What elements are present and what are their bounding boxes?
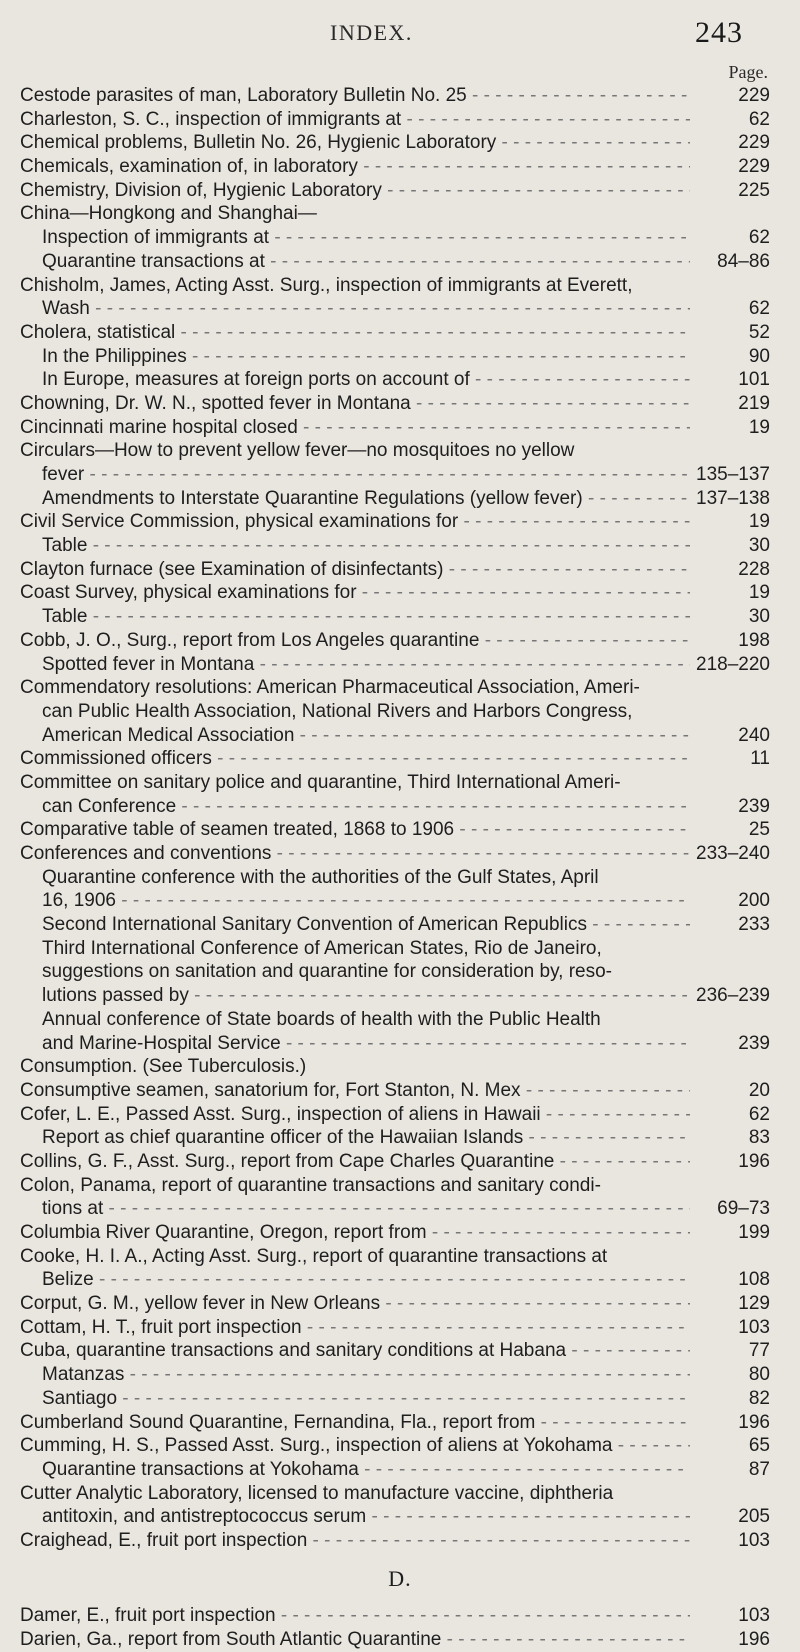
entry-text: Columbia River Quarantine, Oregon, report from - - -	[20, 1221, 690, 1245]
index-entry	[0, 155, 800, 179]
entry-text: American Medical Association - - -	[42, 724, 690, 748]
entry-page: 225	[738, 179, 770, 201]
entry-text: Chemical problems, Bulletin No. 26, Hygienic Laboratory - - -	[20, 131, 690, 155]
index-entry	[0, 1008, 800, 1032]
index-entry	[0, 1103, 800, 1127]
entry-page: 83	[748, 1127, 770, 1149]
entry-page: 19	[748, 416, 770, 438]
entry-page: 103	[738, 1529, 770, 1551]
entry-text: Comparative table of seamen treated, 1868 to 1906 - - -	[20, 818, 690, 842]
entry-page: 19	[748, 582, 770, 604]
entry-page: 62	[748, 227, 770, 249]
index-entry	[0, 1434, 800, 1458]
index-entry	[0, 534, 800, 558]
index-entry	[0, 108, 800, 132]
entry-page: 200	[738, 890, 770, 912]
entry-page: 228	[738, 558, 770, 580]
page-number: 243	[695, 16, 743, 49]
index-entry	[0, 1482, 800, 1506]
index-entry	[0, 1268, 800, 1292]
index-entry	[0, 1458, 800, 1482]
entry-page: 90	[748, 345, 770, 367]
index-entry	[0, 1126, 800, 1150]
index-entry	[0, 795, 800, 819]
index-entries	[0, 84, 800, 1652]
entry-text: Third International Conference of American States, Rio de Janeiro,	[42, 937, 602, 959]
running-head: INDEX.	[330, 20, 413, 45]
index-entry	[0, 179, 800, 203]
entry-text: In the Philippines - - -	[42, 345, 690, 369]
index-entry	[0, 1197, 800, 1221]
index-entry	[0, 226, 800, 250]
index-entry	[0, 653, 800, 677]
entry-text: can Public Health Association, National Rivers and Harbors Congress,	[42, 700, 633, 722]
index-entry	[0, 1292, 800, 1316]
index-entry	[0, 1505, 800, 1529]
entry-page: 196	[738, 1629, 770, 1650]
index-entry	[0, 1079, 800, 1103]
entry-page: 240	[738, 724, 770, 746]
entry-page: 87	[748, 1458, 770, 1480]
entry-text: Cholera, statistical - - -	[20, 321, 690, 345]
entry-page: 199	[738, 1222, 770, 1243]
entry-text: Report as chief quarantine officer of the Hawaiian Islands - - -	[42, 1126, 690, 1150]
entry-text: Chowning, Dr. W. N., spotted fever in Montana - - -	[20, 392, 690, 416]
index-entry	[0, 581, 800, 605]
index-entry	[0, 1529, 800, 1553]
entry-text: Annual conference of State boards of health with the Public Health	[42, 1008, 601, 1030]
page-header	[0, 16, 800, 50]
entry-text: Collins, G. F., Asst. Surg., report from Cape Charles Quarantine - - -	[20, 1150, 690, 1174]
entry-text: lutions passed by - - -	[42, 984, 690, 1008]
entry-page: 30	[748, 606, 770, 628]
entry-page: 108	[738, 1269, 770, 1291]
index-entry	[0, 510, 800, 534]
entry-text: Cooke, H. I. A., Acting Asst. Surg., report of quarantine transactions at	[20, 1245, 608, 1267]
index-entry	[0, 368, 800, 392]
entry-text: Clayton furnace (see Examination of disinfectants) - - -	[20, 558, 690, 582]
entry-text: Matanzas - - -	[42, 1363, 690, 1387]
index-entry	[0, 913, 800, 937]
entry-text: Chemistry, Division of, Hygienic Laboratory - - -	[20, 179, 690, 203]
index-entry	[0, 984, 800, 1008]
entry-page: 233	[738, 914, 770, 936]
entry-text: Cuba, quarantine transactions and sanitary conditions at Habana - - -	[20, 1339, 690, 1363]
index-entry	[0, 724, 800, 748]
entry-text: Darien, Ga., report from South Atlantic Quarantine - - -	[20, 1628, 690, 1652]
entry-text: Cottam, H. T., fruit port inspection - - -	[20, 1316, 690, 1340]
index-entry	[0, 202, 800, 226]
entry-text: Chisholm, James, Acting Asst. Surg., inspection of immigrants at Everett,	[20, 274, 633, 296]
entry-text: Civil Service Commission, physical examinations for - - -	[20, 510, 690, 534]
entry-page: 62	[748, 108, 770, 130]
index-entry	[0, 1628, 800, 1652]
entry-page: 103	[738, 1605, 770, 1627]
entry-text: Commendatory resolutions: American Pharmaceutical Association, Ameri-	[20, 677, 640, 699]
index-entry	[0, 297, 800, 321]
entry-text: Cumberland Sound Quarantine, Fernandina, Fla., report from - - -	[20, 1411, 690, 1435]
entry-page: 62	[748, 298, 770, 320]
section-gap	[0, 1590, 800, 1604]
entry-text: Cobb, J. O., Surg., report from Los Angeles quarantine - - -	[20, 629, 690, 653]
entry-page: 84–86	[717, 250, 770, 272]
index-entry	[0, 605, 800, 629]
entry-text: Quarantine transactions at Yokohama - - -	[42, 1458, 690, 1482]
index-entry	[0, 937, 800, 961]
index-entry	[0, 1032, 800, 1056]
entry-page: 80	[748, 1364, 770, 1386]
entry-text: Quarantine conference with the authorities of the Gulf States, April	[42, 866, 599, 888]
entry-text: 16, 1906 - - -	[42, 889, 690, 913]
index-entry	[0, 345, 800, 369]
index-entry	[0, 866, 800, 890]
entry-page: 135–137	[696, 464, 770, 485]
index-entry	[0, 771, 800, 795]
entry-page: 233–240	[696, 843, 770, 864]
entry-page: 137–138	[696, 487, 770, 509]
index-entry	[0, 629, 800, 653]
entry-page: 62	[748, 1103, 770, 1125]
entry-text: Cutter Analytic Laboratory, licensed to manufacture vaccine, diphtheria	[20, 1482, 614, 1504]
index-entry	[0, 1411, 800, 1435]
entry-page: 19	[748, 511, 770, 533]
entry-page: 219	[738, 392, 770, 414]
entry-text: Santiago - - -	[42, 1387, 690, 1411]
index-entry	[0, 747, 800, 771]
entry-page: 129	[738, 1293, 770, 1315]
entry-page: 196	[738, 1150, 770, 1172]
entry-page: 69–73	[717, 1198, 770, 1220]
entry-page: 236–239	[696, 985, 770, 1007]
index-entry	[0, 1316, 800, 1340]
entry-text: Chemicals, examination of, in laboratory - - -	[20, 155, 690, 179]
entry-page: 11	[750, 748, 770, 770]
entry-text: tions at - - -	[42, 1197, 690, 1221]
entry-text: Consumption. (See Tuberculosis.)	[20, 1056, 307, 1078]
index-entry	[0, 487, 800, 511]
entry-text: can Conference - - -	[42, 795, 690, 819]
entry-text: Cincinnati marine hospital closed - - -	[20, 416, 690, 440]
entry-text: Table - - -	[42, 605, 690, 629]
entry-text: Second International Sanitary Convention of American Republics - - -	[42, 913, 690, 937]
index-entry	[0, 1363, 800, 1387]
index-entry	[0, 1174, 800, 1198]
entry-text: Cumming, H. S., Passed Asst. Surg., inspection of aliens at Yokohama - - -	[20, 1434, 690, 1458]
entry-text: Belize - - -	[42, 1268, 690, 1292]
entry-page: 205	[738, 1506, 770, 1528]
entry-text: Colon, Panama, report of quarantine transactions and sanitary condi-	[20, 1174, 601, 1196]
entry-text: Circulars—How to prevent yellow fever—no mosquitoes no yellow	[20, 440, 575, 462]
entry-text: Craighead, E., fruit port inspection - - -	[20, 1529, 690, 1553]
entry-text: Cofer, L. E., Passed Asst. Surg., inspection of aliens in Hawaii - - -	[20, 1103, 690, 1127]
index-entry	[0, 889, 800, 913]
index-entry	[0, 274, 800, 298]
entry-page: 25	[748, 819, 770, 841]
index-entry	[0, 84, 800, 108]
index-entry	[0, 1055, 800, 1079]
index-entry	[0, 676, 800, 700]
entry-page: 198	[738, 629, 770, 651]
entry-page: 65	[748, 1435, 770, 1457]
entry-page: 196	[738, 1411, 770, 1433]
entry-text: Commissioned officers - - -	[20, 747, 690, 771]
index-entry	[0, 842, 800, 866]
index-entry	[0, 1604, 800, 1628]
entry-text: Conferences and conventions - - -	[20, 842, 690, 866]
entry-text: Corput, G. M., yellow fever in New Orleans - - -	[20, 1292, 690, 1316]
entry-text: fever - - -	[42, 463, 690, 487]
index-entry	[0, 1245, 800, 1269]
entry-page: 229	[738, 132, 770, 154]
entry-text: Spotted fever in Montana - - -	[42, 653, 690, 677]
entry-page: 52	[748, 321, 770, 343]
entry-page: 218–220	[696, 653, 770, 675]
entry-text: D.	[388, 1566, 412, 1591]
entry-page: 103	[738, 1316, 770, 1338]
section-heading	[0, 1567, 800, 1591]
entry-text: antitoxin, and antistreptococcus serum - - -	[42, 1505, 690, 1529]
index-entry	[0, 818, 800, 842]
entry-page: 229	[738, 85, 770, 106]
entry-page: 30	[748, 535, 770, 557]
index-entry	[0, 1150, 800, 1174]
entry-text: and Marine-Hospital Service - - -	[42, 1032, 690, 1056]
index-entry	[0, 558, 800, 582]
entry-text: China—Hongkong and Shanghai—	[20, 203, 317, 225]
index-entry	[0, 439, 800, 463]
page-column-label: Page.	[728, 62, 768, 82]
entry-text: suggestions on sanitation and quarantine for consideration by, reso-	[42, 961, 613, 983]
entry-page: 77	[748, 1340, 770, 1362]
entry-text: Committee on sanitary police and quarantine, Third International Ameri-	[20, 771, 621, 793]
entry-text: In Europe, measures at foreign ports on account of - - -	[42, 368, 690, 392]
index-entry	[0, 960, 800, 984]
index-entry	[0, 1339, 800, 1363]
entry-text: Consumptive seamen, sanatorium for, Fort Stanton, N. Mex - - -	[20, 1079, 690, 1103]
entry-text: Wash - - -	[42, 297, 690, 321]
entry-text: Table - - -	[42, 534, 690, 558]
entry-text: Coast Survey, physical examinations for - - -	[20, 581, 690, 605]
entry-page: 20	[748, 1079, 770, 1101]
entry-text: Inspection of immigrants at - - -	[42, 226, 690, 250]
entry-page: 239	[738, 1032, 770, 1054]
index-entry	[0, 131, 800, 155]
entry-text: Quarantine transactions at - - -	[42, 250, 690, 274]
index-entry	[0, 392, 800, 416]
index-entry	[0, 1387, 800, 1411]
index-entry	[0, 463, 800, 487]
entry-text: Damer, E., fruit port inspection - - -	[20, 1604, 690, 1628]
entry-page: 82	[748, 1387, 770, 1409]
entry-page: 229	[738, 156, 770, 178]
entry-text: Amendments to Interstate Quarantine Regulations (yellow fever) - - -	[42, 487, 690, 511]
entry-page: 239	[738, 795, 770, 817]
index-entry	[0, 321, 800, 345]
section-gap	[0, 1553, 800, 1567]
index-entry	[0, 250, 800, 274]
entry-page: 101	[738, 369, 770, 391]
index-entry	[0, 416, 800, 440]
entry-text: Charleston, S. C., inspection of immigrants at - - -	[20, 108, 690, 132]
entry-text: Cestode parasites of man, Laboratory Bulletin No. 25 - - -	[20, 84, 690, 108]
index-entry	[0, 700, 800, 724]
index-entry	[0, 1221, 800, 1245]
